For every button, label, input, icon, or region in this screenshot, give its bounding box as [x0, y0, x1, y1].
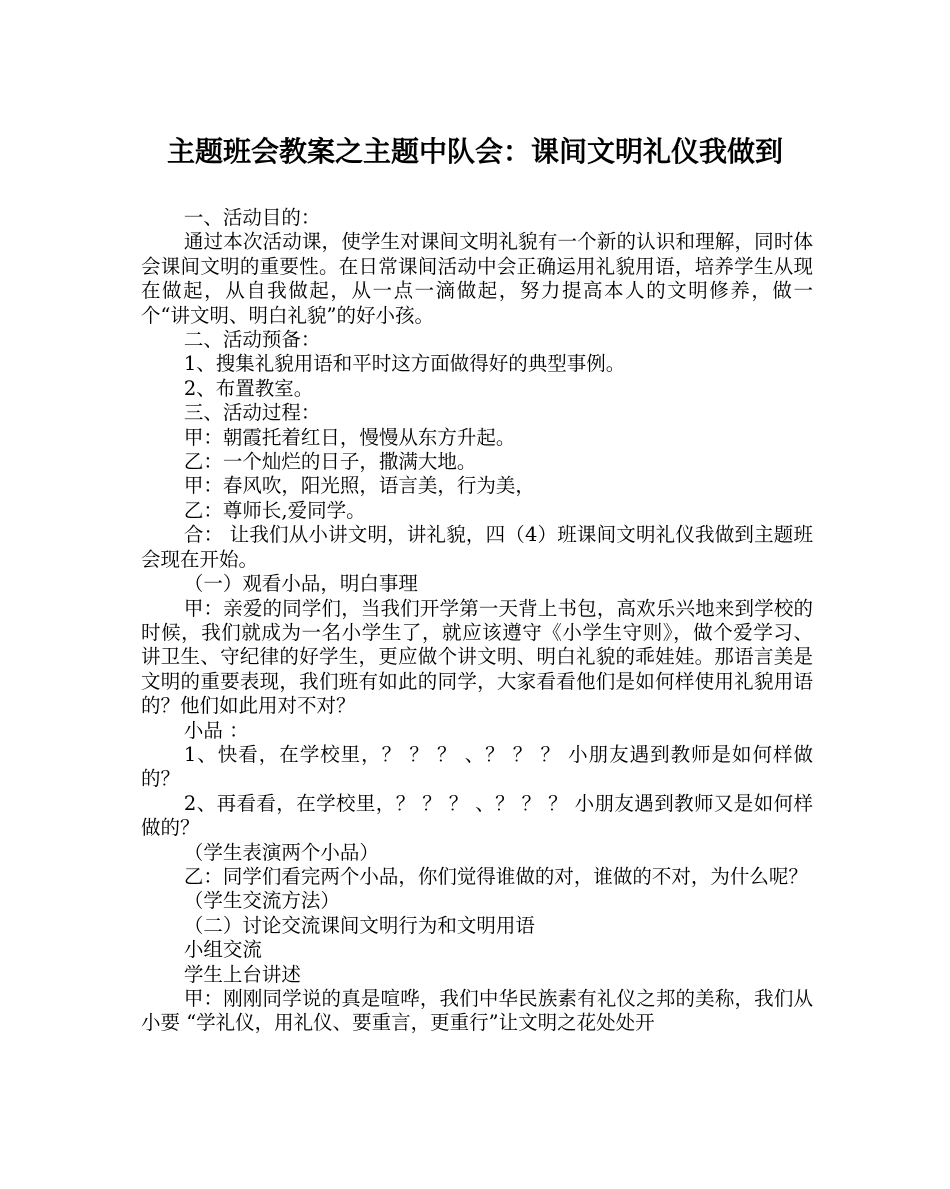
section-heading-process: 三、活动过程：: [183, 401, 321, 425]
subsection-heading: （一）观看小品，明白事理: [183, 572, 418, 596]
document-body: [141, 206, 813, 1036]
paragraph: 通过本次活动课，使学生对课间文明礼貌有一个新的认识和理解，同时体会课间文明的重要性。在日常课间活动中会正确运用礼貌用语，培养学生从现在做起，从自我做起，从一点一滴做起，努力提高本人的文明修养，做一个“讲文明、明白礼貌”的好小孩。: [141, 230, 813, 327]
list-item: 1、快看，在学校里，？ ？ ？ 、？ ？ ？ 小朋友遇到教师是如何样做的？: [141, 742, 813, 791]
list-item: 2、布置教室。: [183, 376, 314, 400]
dialogue-line: 乙：尊师长,爱同学。: [183, 498, 366, 522]
stage-note: （学生表演两个小品）: [183, 840, 379, 864]
dialogue-line: 甲：朝霞托着红日，慢慢从东方升起。: [183, 425, 516, 449]
stage-note: （学生交流方法）: [183, 889, 340, 913]
document-title: 主题班会教案之主题中队会：课间文明礼仪我做到: [166, 135, 783, 168]
dialogue-line: 乙：同学们看完两个小品，你们觉得谁做的对，谁做的不对，为什么呢？: [183, 864, 808, 888]
paragraph: 学生上台讲述: [183, 962, 301, 986]
section-heading-preparation: 二、活动预备：: [183, 328, 321, 352]
list-item: 2、再看看，在学校里，？ ？ ？ 、？ ？ ？ 小朋友遇到教师又是如何样做的？: [141, 791, 813, 840]
list-item: 1、搜集礼貌用语和平时这方面做得好的典型事例。: [183, 352, 626, 376]
dialogue-line: 合： 让我们从小讲文明，讲礼貌，四（4）班课间文明礼仪我做到主题班会现在开始。: [141, 523, 813, 571]
dialogue-line: 甲：春风吹，阳光照，语言美，行为美，: [183, 474, 535, 498]
subsection-heading: （二）讨论交流课间文明行为和文明用语: [183, 913, 535, 937]
dialogue-line: 甲：刚刚同学说的真是喧哗，我们中华民族素有礼仪之邦的美称，我们从小要 “学礼仪，用礼仪、要重言，更重行”让文明之花处处开: [141, 987, 813, 1035]
dialogue-line: 乙：一个灿烂的日子，撒满大地。: [183, 450, 477, 474]
paragraph: 小品 ：: [183, 718, 249, 742]
section-heading-purpose: 一、活动目的：: [183, 206, 321, 229]
paragraph: 小组交流: [183, 938, 262, 962]
dialogue-line: 甲：亲爱的同学们，当我们开学第一天背上书包，高欢乐兴地来到学校的时候，我们就成为一名小学生了，就应该遵守《小学生守则》，做个爱学习、讲卫生、守纪律的好学生，更应做个讲文明、明白礼貌的乖娃娃。那语言美是文明的重要表现，我们班有如此的同学，大家看看他们是如何样使用礼貌用语的？他们如此用对不对？: [141, 596, 813, 718]
